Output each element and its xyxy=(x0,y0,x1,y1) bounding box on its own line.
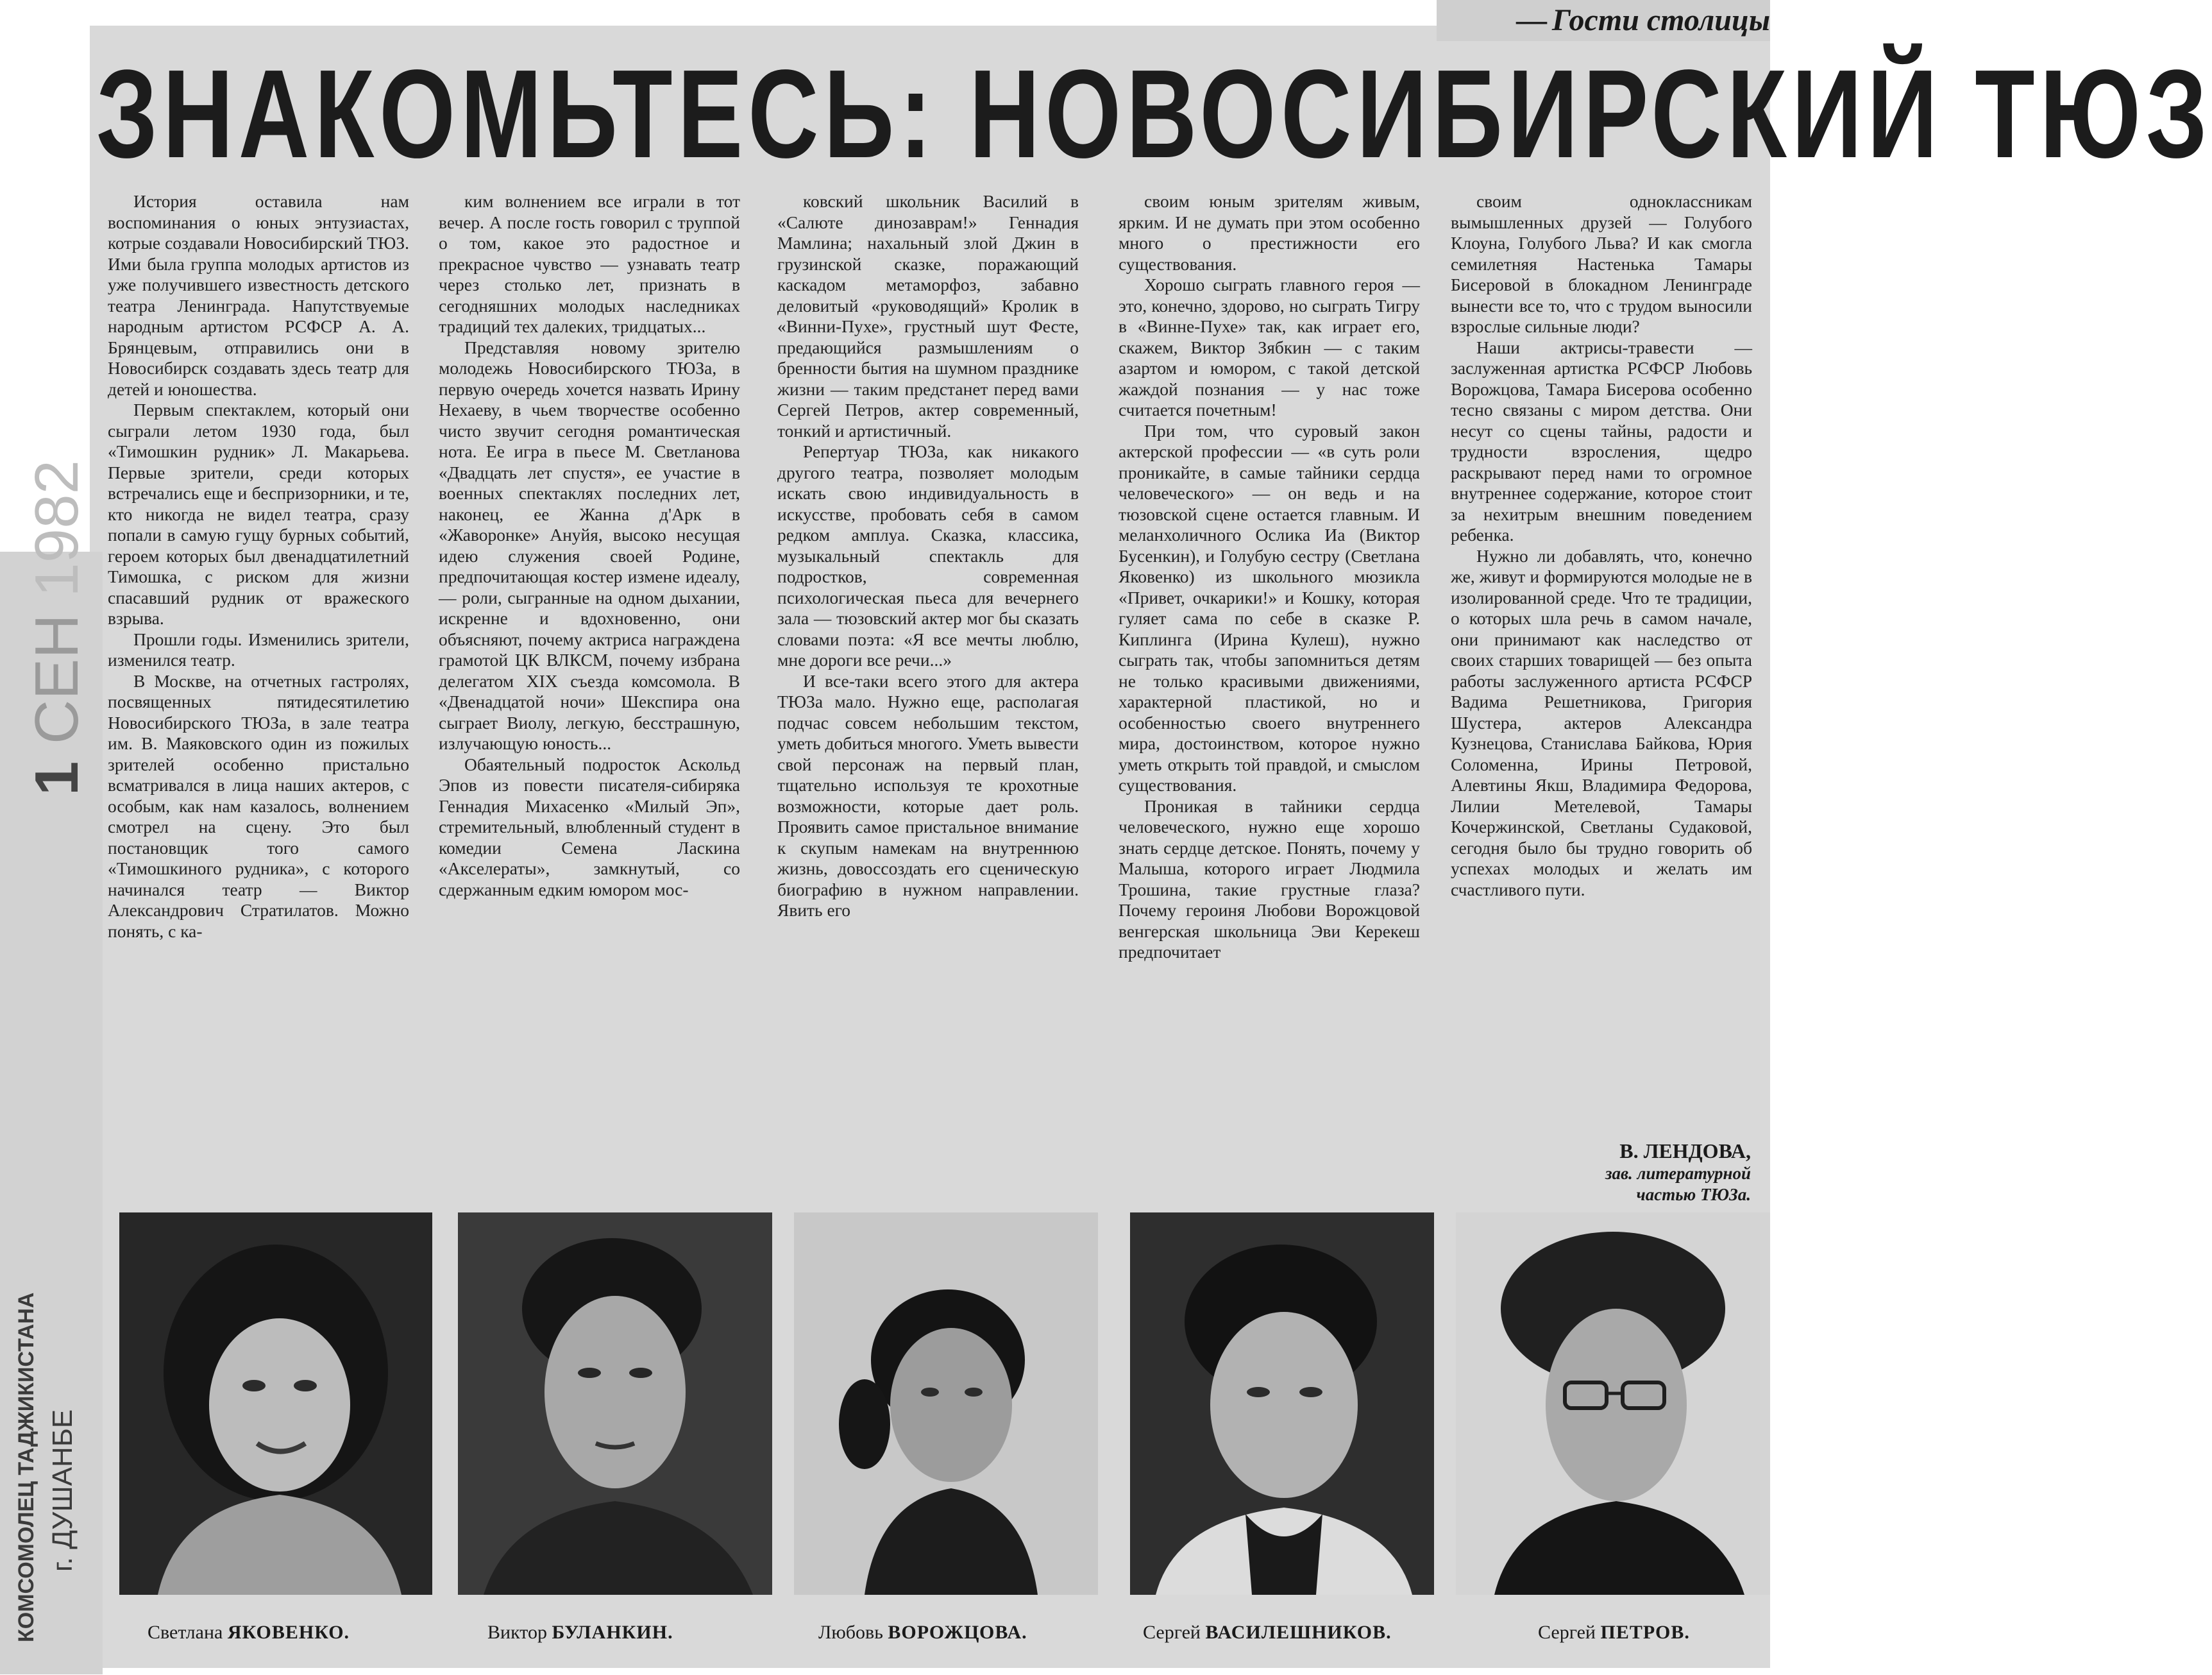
caption-first-name: Любовь xyxy=(818,1622,883,1643)
caption-first-name: Светлана xyxy=(148,1622,223,1643)
article-paragraph: Наши актрисы-травести — заслуженная артистка РСФСР Любовь Ворожцова, Тамара Бисерова особенно тесно связаны с миром детства. Они несут со сцены тайны, радости и трудности взросления, щедро раскрывают перед нами то огромное внутреннее содержание, которое стоит за нехитрым внешним поведением ребенка. xyxy=(1451,337,1752,545)
caption-last-name: ВАСИЛЕШНИКОВ. xyxy=(1205,1622,1392,1643)
article-column-5 xyxy=(1451,191,1752,1134)
city-stamp: г. ДУШАНБЕ xyxy=(47,1409,78,1572)
article-column-1 xyxy=(108,191,409,1203)
newspaper-name-stamp: КОМСОМОЛЕЦ ТАДЖИКИСТАНА xyxy=(14,1292,38,1642)
article-column-3 xyxy=(777,191,1079,1203)
article-column-2 xyxy=(439,191,740,1203)
article-paragraph: Обаятельный подросток Аскольд Эпов из повести писателя-сибиряка Геннадия Михасенко «Милый Эп», стремительный, влюбленный студент в комедии Семена Ласкина «Акселераты», замкнутый, со сдержанным едким юмором мос- xyxy=(439,754,740,899)
article-paragraph: И все-таки всего этого для актера ТЮЗа мало. Нужно еще, располагая подчас совсем небольшим текстом, уметь добиться многого. Уметь вывести свой персонаж на первый план, тщательно используя те крохотные возможности, которые дает роль. Проявить самое пристальное внимание к скупым намекам на внутреннюю жизнь, довоссоздать его сценическую биографию в нужном направлении. Явить его xyxy=(777,670,1079,920)
portrait-photo-5 xyxy=(1456,1212,1770,1595)
caption-first-name: Виктор xyxy=(487,1622,547,1643)
portrait-woman-2-image xyxy=(794,1212,1098,1595)
article-paragraph: ковский школьник Василий в «Салюте динозаврам!» Геннадия Мамлина; нахальный злой Джин в грузинской сказке, поражающий каскадом метаморфоз, забавно деловитый «руководящий» Кролик в «Винни-Пухе», грустный шут Фесте, предающийся размышлениям о бренности бытия на шумном празднике жизни — таким предстанет перед вами Сергей Петров, актер современный, тонкий и артистичный. xyxy=(777,191,1079,441)
article-paragraph: В Москве, на отчетных гастролях, посвященных пятидесятилетию Новосибирского ТЮЗа, в зале театра им. В. Маяковского один из пожилых зрителей особенно пристально всматривался в лица наших актеров, с особым, как нам казалось, волнением смотрел на сцену. Это был постановщик того самого «Тимошкиного рудника», с которого начинался театр — Виктор Александрович Стратилатов. Можно понять, с ка- xyxy=(108,670,409,941)
article-paragraph: своим одноклассникам вымышленных друзей — Голубого Клоуна, Голубого Льва? И как смогла семилетняя Настенька Тамары Бисеровой в блокадном Ленинграде вынести все то, что с трудом выносили взрослые сильные люди? xyxy=(1451,191,1752,336)
photo-caption-3 xyxy=(818,1622,1027,1644)
signature xyxy=(1443,1139,1751,1209)
photo-caption-2 xyxy=(487,1622,673,1644)
article-paragraph: Первым спектаклем, который они сыграли летом 1930 года, был «Тимошкин рудник» Л. Макарьева. Первые зрители, среди которых встречались еще и беспризорники, и те, кто никогда не видел театра, сразу попали в самую гущу бурных событий, героем которых был двенадцатилетний Тимошка, с риском для жизни спасавший рудник от вражеского взрыва. xyxy=(108,400,409,628)
article-paragraph: ким волнением все играли в тот вечер. А после гость говорил с труппой о том, какое это радостное и прекрасное чувство — узнавать театр через столько лет, признать в сегодняшних молодых наследниках традиций тех далеких, тридцатых... xyxy=(439,191,740,336)
photo-caption-5 xyxy=(1538,1622,1690,1644)
article-paragraph: При том, что суровый закон актерской профессии — «в суть роли проникайте, в самые тайники сердца человеческого» — он ведь и на тюзовской сцене остается главным. И меланхоличного Ослика Иа (Виктор Бусенкин), и Голубую сестру (Светлана Яковенко) из школьного мюзикла «Привет, очкарики!» и Кошку, которая гуляет сама по себе в сказке Р. Киплинга (Ирина Кулеш), нужно сыграть так, чтобы запомниться детям не только красивыми движениями, характерной пластикой, но и особенностью своего внутреннего мира, достоинством, которое нужно уметь открыть той правдой, и смыслом существования. xyxy=(1119,420,1420,795)
article-paragraph: Представляя новому зрителю молодежь Новосибирского ТЮЗа, в первую очередь хочется назвать Ирину Нехаеву, в чьем творчестве особенно чисто звучит сегодня романтическая нота. Ее игра в пьесе М. Светланова «Двадцать лет спустя», ее участие в военных спектаклях последних лет, наконец, ее Жанна д'Арк в «Жаворонке» Ануйя, высоко несущая идею служения своей Родине, предпочитающая костер измене идеалу, — роли, сыгранные на одном дыхании, искренне и вдохновенно, они объясняют, почему актриса награждена грамотой ЦК ВЛКСМ, почему избрана делегатом XIX съезда комсомола. В «Двенадцатой ночи» Шекспира она сыграет Виолу, легкую, бесстрашную, излучающую юность... xyxy=(439,337,740,753)
photo-caption-1 xyxy=(148,1622,350,1644)
portrait-photo-3 xyxy=(794,1212,1098,1595)
rubric-dash: — xyxy=(1516,3,1548,37)
portrait-woman-1-image xyxy=(119,1212,432,1595)
signature-position-2: частью ТЮЗа. xyxy=(1636,1185,1751,1204)
article-paragraph: Прошли годы. Изменились зрители, изменился театр. xyxy=(108,629,409,670)
signature-author: В. ЛЕНДОВА, xyxy=(1619,1139,1751,1162)
date-month: СЕН xyxy=(22,614,91,744)
article-paragraph: Проникая в тайники сердца человеческого, нужно еще хорошо знать сердце детское. Понять, почему у Малыша, которого играет Людмила Трошина, такие грустные глаза? Почему героиня Любови Ворожцовой венгерская школьница Эви Керекеш предпочитает xyxy=(1119,795,1420,962)
article-paragraph: Нужно ли добавлять, что, конечно же, живут и формируются молодые не в изолированной среде. Что те традиции, о которых шла речь в самом начале, они принимают как наследство от своих старших товарищей — без опыта работы заслуженного артиста РСФСР Вадима Решетникова, Григория Шустера, актеров Александра Кузнецова, Станислава Байкова, Юрия Соломенна, Ирины Петровой, Алевтины Якш, Владимира Федорова, Лилии Метелевой, Тамары Кочержинской, Светланы Судаковой, сегодня было бы трудно говорить об успехах молодых и желать им счастливого пути. xyxy=(1451,545,1752,899)
caption-last-name: ПЕТРОВ. xyxy=(1600,1622,1690,1643)
caption-first-name: Сергей xyxy=(1538,1622,1596,1643)
caption-last-name: ЯКОВЕНКО. xyxy=(227,1622,350,1643)
portrait-man-2-image xyxy=(1130,1212,1434,1595)
date-day: 1 xyxy=(22,761,91,795)
photo-caption-4 xyxy=(1143,1622,1392,1644)
portrait-photo-2 xyxy=(458,1212,772,1595)
caption-first-name: Сергей xyxy=(1143,1622,1201,1643)
section-rubric xyxy=(1469,3,1770,40)
article-paragraph: Хорошо сыграть главного героя — это, конечно, здорово, но сыграть Тигру в «Винне-Пухе» так, как играет его, скажем, Виктор Зябкин — с таким азартом и юмором, с такой детской жаждой познания — у нас тоже считается почетным! xyxy=(1119,275,1420,420)
caption-last-name: БУЛАНКИН. xyxy=(552,1622,673,1643)
rubric-text: Гости столицы xyxy=(1552,3,1770,37)
portrait-photo-1 xyxy=(119,1212,432,1595)
date-year: 1982 xyxy=(22,460,91,597)
article-column-4 xyxy=(1119,191,1420,1203)
headline: ЗНАКОМЬТЕСЬ: НОВОСИБИРСКИЙ ТЮЗ xyxy=(96,44,2212,184)
caption-last-name: ВОРОЖЦОВА. xyxy=(888,1622,1027,1643)
portrait-photo-4 xyxy=(1130,1212,1434,1595)
date-stamp xyxy=(22,460,92,795)
article-paragraph: История оставила нам воспоминания о юных энтузиастах, котрые создавали Новосибирский ТЮЗ. Ими была группа молодых артистов из уже получившего известность детского театра Ленинграда. Напутствуемые народным артистом РСФСР А. А. Брянцевым, отправились они в Новосибирск создавать здесь театр для детей и юношества. xyxy=(108,191,409,399)
portrait-man-3-image xyxy=(1456,1212,1770,1595)
article-paragraph: своим юным зрителям живым, ярким. И не думать при этом особенно много о престижности его существования. xyxy=(1119,191,1420,274)
portrait-man-1-image xyxy=(458,1212,772,1595)
article-paragraph: Репертуар ТЮЗа, как никакого другого театра, позволяет молодым искать свою индивидуальность в искусстве, пробовать себя в самом редком амплуа. Сказка, классика, музыкальный спектакль для подростков, современная психологическая пьеса для вечернего зала — тюзовский актер мог бы сказать словами поэта: «Я все мечты люблю, мне дороги все речи...» xyxy=(777,441,1079,670)
signature-position-1: зав. литературной xyxy=(1605,1164,1751,1183)
